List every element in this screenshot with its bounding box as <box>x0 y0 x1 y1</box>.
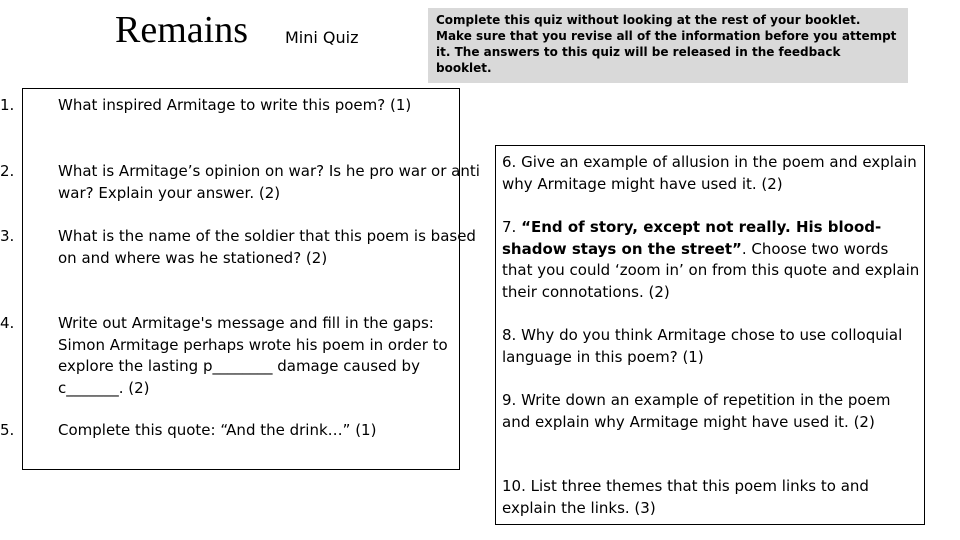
page-title: Remains <box>115 9 248 51</box>
left-question-box <box>0 88 480 470</box>
question-3: 3. What is the name of the soldier that this poem is based on and where was he stationed? (2) <box>0 227 476 267</box>
question-10: 10. List three themes that this poem links to and explain the links. (3) <box>502 477 869 517</box>
question-9: 9. Write down an example of repetition in the poem and explain why Armitage might have used it. (2) <box>502 391 891 431</box>
question-5: 5. Complete this quote: “And the drink…” (1) <box>0 421 377 439</box>
question-8: 8. Why do you think Armitage chose to use colloquial language in this poem? (1) <box>502 326 903 366</box>
right-question-box <box>495 145 925 525</box>
question-2: 2. What is Armitage’s opinion on war? Is he pro war or anti war? Explain your answer. (2) <box>0 162 480 202</box>
question-6: 6. Give an example of allusion in the poem and explain why Armitage might have used it. (2) <box>502 153 917 193</box>
question-7-quote: “End of story, except not really. His blood-shadow stays on the street” <box>502 218 882 258</box>
instructions-notice: Complete this quiz without looking at the rest of your booklet. Make sure that you revise all of the information before you attempt it. The answers to this quiz will be released in the feedback booklet. <box>428 8 908 83</box>
page-subtitle: Mini Quiz <box>285 28 359 47</box>
question-4: 4. Write out Armitage's message and fill in the gaps: Simon Armitage perhaps wrote his poem in order to explore the lasting p________ damage caused by c_______. (2) <box>0 314 448 397</box>
question-1: 1. What inspired Armitage to write this poem? (1) <box>0 96 412 114</box>
question-7: 7. “End of story, except not really. His blood-shadow stays on the street”. Choose two words that you could ‘zoom in’ on from this quote and explain their connotations. (2) <box>502 218 920 301</box>
